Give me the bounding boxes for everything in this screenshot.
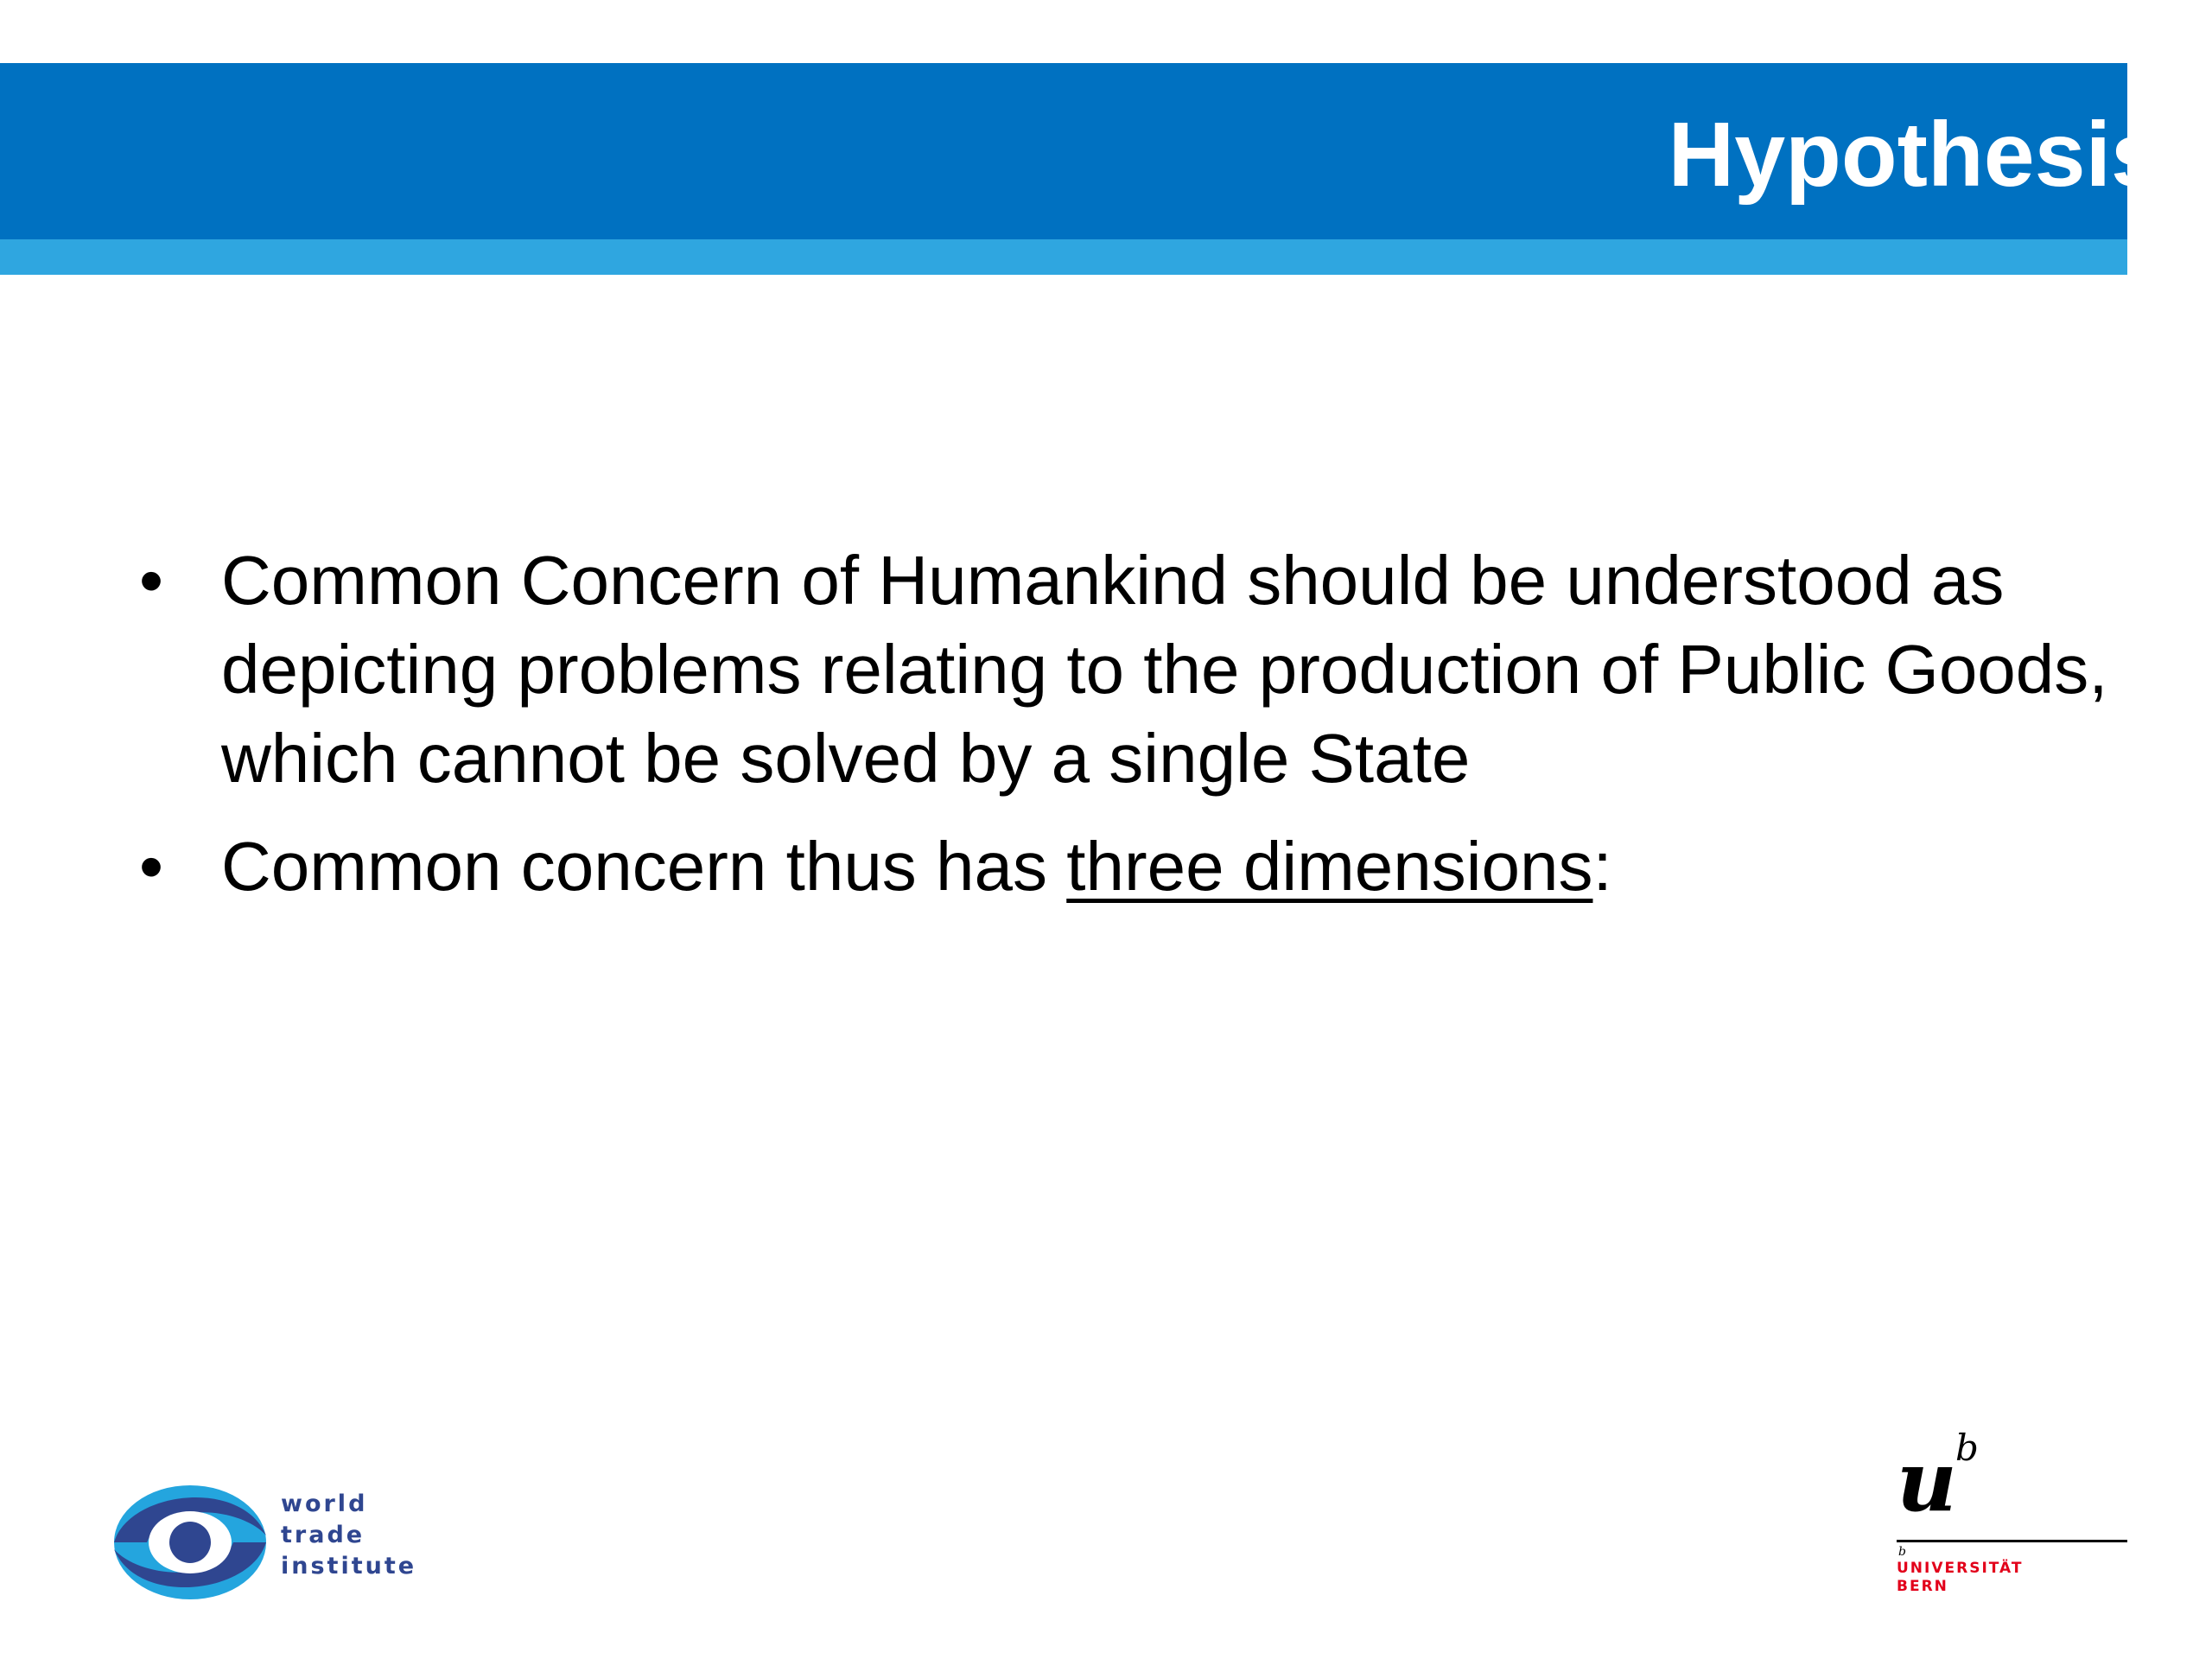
- bullet-text: [221, 828, 1612, 905]
- unibe-divider: [1897, 1540, 2127, 1542]
- unibe-b-mark: b: [1955, 1427, 1979, 1469]
- bullet-item: [130, 536, 2117, 803]
- unibe-wordmark: [1897, 1560, 2024, 1596]
- slide-title: Hypothesis: [1668, 104, 2162, 206]
- wti-wordmark: [281, 1489, 416, 1582]
- bullet-text-lead: Common concern thus has: [221, 828, 1067, 905]
- bullet-dot: •: [138, 542, 163, 619]
- unibe-word: BERN: [1897, 1578, 1948, 1595]
- unibe-word: UNIVERSITÄT: [1897, 1560, 2024, 1577]
- bullet-list: [130, 536, 2117, 930]
- bullet-dot: •: [138, 828, 163, 905]
- title-accent-stripe: [0, 239, 2127, 275]
- unibe-small-b: b: [1898, 1545, 1906, 1559]
- universitat-bern-logo: [1897, 1427, 2130, 1603]
- wti-word: trade: [281, 1522, 365, 1548]
- unibe-u-mark: u: [1897, 1433, 1957, 1530]
- wti-word: world: [281, 1491, 368, 1517]
- bullet-text-tail: :: [1592, 828, 1612, 905]
- bullet-text-underlined: three dimensions: [1066, 828, 1593, 905]
- wti-word: institute: [281, 1553, 417, 1580]
- bullet-text: Common Concern of Humankind should be understood as depicting problems relating to the production of Public Goods, which cannot be solved by a single State: [221, 542, 2108, 797]
- eye-logo-icon: [112, 1482, 268, 1603]
- world-trade-institute-logo: [112, 1482, 423, 1603]
- bullet-item: [130, 822, 2117, 911]
